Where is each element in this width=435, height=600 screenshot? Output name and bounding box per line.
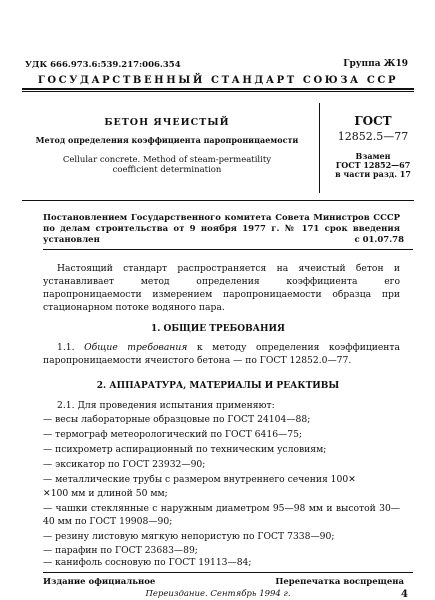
section-1-heading: 1. ОБЩИЕ ТРЕБОВАНИЯ: [151, 324, 285, 334]
document-subtitle: Метод определения коэффициента паропроницаемости: [35, 135, 299, 145]
gost-label: ГОСТ: [354, 114, 392, 128]
intro-paragraph: Настоящий стандарт распространяется на ячеистый бетон и устанавливает метод определения коэффициента его паропроницаемости измерением паропроницаемости образца при стационарном потоке водяного пара.: [43, 263, 400, 313]
paragraph-body: к методу определения коэффициента паропроницаемости ячеистого бетона — по ГОСТ 12852.0—77.: [43, 342, 400, 366]
section-1-paragraph: [43, 341, 400, 367]
reissue-note: Переиздание. Сентябрь 1994 г.: [145, 589, 291, 599]
list-item: — металлические трубы с размером внутреннего сечения 100✕: [43, 474, 356, 485]
page-number: 4: [401, 589, 408, 600]
replaces-part: в части разд. 17: [335, 169, 411, 179]
list-item: — резину листовую мягкую непористую по ГОСТ 7338—90;: [43, 531, 335, 542]
paragraph-number: 1.1.: [57, 342, 85, 353]
list-item: — весы лабораторные образцовые по ГОСТ 24104—88;: [43, 414, 311, 425]
replaces-label: Взамен: [355, 151, 391, 161]
english-title-line-2: coefficient determination: [112, 165, 222, 175]
decree-rule: [43, 249, 413, 250]
header-rule-top: [22, 88, 414, 90]
list-item: — психрометр аспирационный по техническим условиям;: [43, 444, 327, 455]
group-code: Группа Ж19: [343, 59, 408, 69]
document-title: БЕТОН ЯЧЕИСТЫЙ: [104, 117, 230, 128]
edition-label: Издание официальное: [43, 577, 156, 587]
decree-date: с 01.07.78: [354, 235, 404, 245]
replaces-gost: ГОСТ 12852—67: [335, 160, 411, 170]
section-2-intro: 2.1. Для проведения испытания применяют:: [57, 400, 275, 411]
gost-number: 12852.5—77: [337, 130, 409, 143]
header-rule-second: [22, 91, 414, 92]
decree-text: Постановлением Государственного комитета Совета Министров СССР по делам строительства от 9 ноября 1977 г. № 171 срок введения установлен: [43, 213, 400, 245]
list-item: — канифоль сосновую по ГОСТ 19113—84;: [43, 557, 252, 568]
english-title-line-1: Cellular concrete. Method of steam-permeatility: [62, 155, 272, 165]
list-item: — парафин по ГОСТ 23683—89;: [43, 545, 198, 556]
section-2-heading: 2. АППАРАТУРА, МАТЕРИАЛЫ И РЕАКТИВЫ: [96, 381, 340, 391]
list-item: — чашки стеклянные с наружным диаметром 95—98 мм и высотой 30—40 мм по ГОСТ 19908—90;: [43, 503, 400, 527]
title-block-rule: [22, 200, 414, 201]
paragraph-italic-lead: Общие требования: [84, 342, 188, 353]
footer-rule: [43, 572, 413, 573]
udk-code: УДК 666.973.6:539.217:006.354: [25, 60, 181, 70]
list-item-continuation: ✕100 мм и длиной 50 мм;: [43, 488, 168, 499]
english-title: [22, 155, 312, 175]
reprint-notice: Перепечатка воспрещена: [275, 577, 404, 587]
list-item: — эксикатор по ГОСТ 23932—90;: [43, 459, 206, 470]
list-item: — термограф метеорологический по ГОСТ 6416—75;: [43, 429, 303, 440]
title-block-divider: [319, 103, 320, 193]
standard-title: ГОСУДАРСТВЕННЫЙ СТАНДАРТ СОЮЗА ССР: [37, 75, 399, 86]
